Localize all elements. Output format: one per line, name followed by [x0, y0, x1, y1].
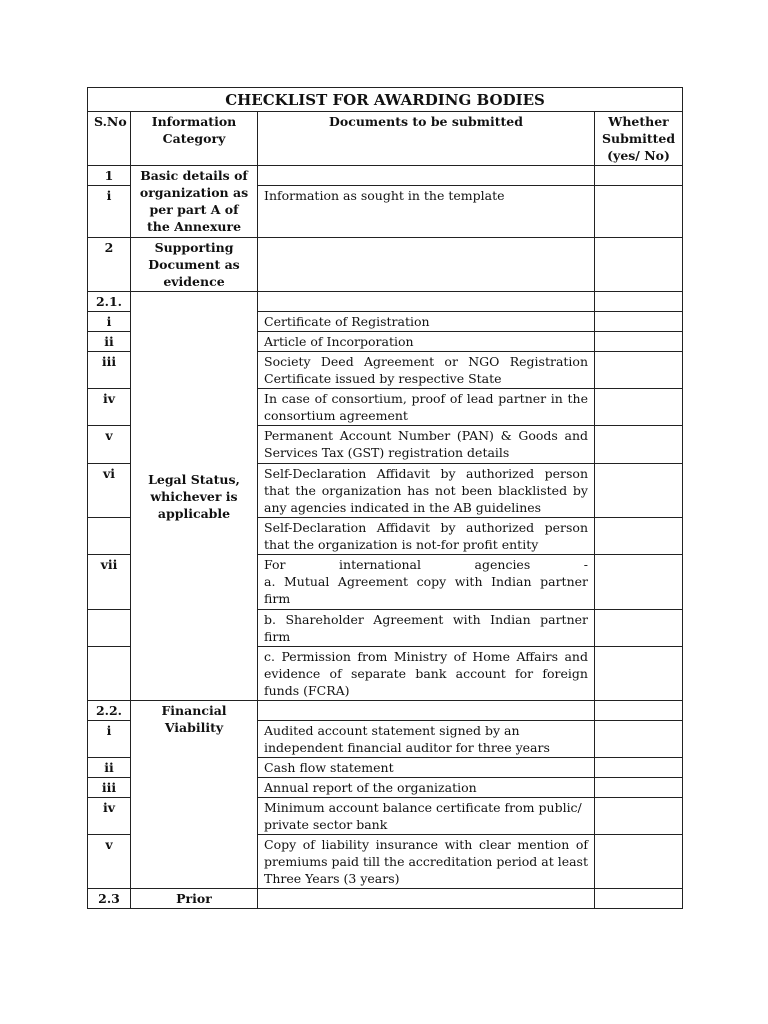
- submitted-cell: [595, 610, 683, 647]
- sno-cell: v: [88, 835, 131, 889]
- table-row: [88, 889, 683, 909]
- sno-cell: [88, 610, 131, 647]
- checklist-document: [87, 87, 682, 909]
- sno-cell: vii: [88, 555, 131, 610]
- submitted-cell: [595, 186, 683, 238]
- submitted-cell: [595, 518, 683, 555]
- sno-cell: ii: [88, 332, 131, 352]
- document-cell: [258, 555, 595, 610]
- sno-cell: 1: [88, 166, 131, 186]
- header-documents: Documents to be submitted: [258, 112, 595, 166]
- header-sno: S.No: [88, 112, 131, 166]
- submitted-cell: [595, 389, 683, 426]
- sno-cell: i: [88, 721, 131, 758]
- submitted-cell: [595, 238, 683, 292]
- table-row: [88, 292, 683, 312]
- sno-cell: iii: [88, 778, 131, 798]
- table-title: CHECKLIST FOR AWARDING BODIES: [88, 88, 683, 112]
- sno-cell: ii: [88, 758, 131, 778]
- sno-cell: vi: [88, 464, 131, 518]
- category-cell: Supporting Document as evidence: [131, 238, 258, 292]
- sno-cell: i: [88, 312, 131, 332]
- header-submitted: Whether Submitted (yes/ No): [595, 112, 683, 166]
- submitted-cell: [595, 464, 683, 518]
- submitted-cell: [595, 332, 683, 352]
- header-category: Information Category: [131, 112, 258, 166]
- document-cell: [258, 292, 595, 312]
- submitted-cell: [595, 647, 683, 701]
- document-cell: [258, 701, 595, 721]
- sno-cell: 2.1.: [88, 292, 131, 312]
- sno-cell: iv: [88, 798, 131, 835]
- category-cell: Financial Viability: [131, 701, 258, 889]
- category-cell: Prior: [131, 889, 258, 909]
- sno-cell: v: [88, 426, 131, 464]
- document-cell: Society Deed Agreement or NGO Registration Certificate issued by respective State: [258, 352, 595, 389]
- document-cell: [258, 166, 595, 186]
- document-line: a. Mutual Agreement copy with Indian partner firm: [264, 574, 588, 606]
- table-row: [88, 166, 683, 186]
- submitted-cell: [595, 555, 683, 610]
- document-cell: Annual report of the organization: [258, 778, 595, 798]
- submitted-cell: [595, 758, 683, 778]
- document-line: For international agencies -: [264, 557, 588, 572]
- category-cell: Basic details of organization as per part A of the Annexure: [131, 166, 258, 238]
- sno-cell: 2.2.: [88, 701, 131, 721]
- document-cell: Audited account statement signed by an independent financial auditor for three years: [258, 721, 595, 758]
- header-row: [88, 112, 683, 166]
- sno-cell: iv: [88, 389, 131, 426]
- table-row: [88, 701, 683, 721]
- submitted-cell: [595, 292, 683, 312]
- category-cell: Legal Status, whichever is applicable: [131, 292, 258, 701]
- document-cell: c. Permission from Ministry of Home Affairs and evidence of separate bank account for foreign funds (FCRA): [258, 647, 595, 701]
- submitted-cell: [595, 166, 683, 186]
- submitted-cell: [595, 798, 683, 835]
- sno-cell: 2.3: [88, 889, 131, 909]
- document-cell: Information as sought in the template: [258, 186, 595, 238]
- submitted-cell: [595, 721, 683, 758]
- table-row: [88, 238, 683, 292]
- submitted-cell: [595, 889, 683, 909]
- sno-cell: [88, 518, 131, 555]
- sno-cell: 2: [88, 238, 131, 292]
- sno-cell: i: [88, 186, 131, 238]
- submitted-cell: [595, 778, 683, 798]
- document-cell: Copy of liability insurance with clear mention of premiums paid till the accreditation period at least Three Years (3 years): [258, 835, 595, 889]
- document-cell: Cash flow statement: [258, 758, 595, 778]
- document-cell: Self-Declaration Affidavit by authorized person that the organization has not been blacklisted by any agencies indicated in the AB guidelines: [258, 464, 595, 518]
- submitted-cell: [595, 426, 683, 464]
- document-cell: [258, 238, 595, 292]
- document-cell: Self-Declaration Affidavit by authorized person that the organization is not-for profit entity: [258, 518, 595, 555]
- sno-cell: [88, 647, 131, 701]
- submitted-cell: [595, 701, 683, 721]
- checklist-table: [87, 87, 683, 909]
- document-cell: [258, 889, 595, 909]
- document-cell: Article of Incorporation: [258, 332, 595, 352]
- document-cell: Minimum account balance certificate from public/ private sector bank: [258, 798, 595, 835]
- submitted-cell: [595, 835, 683, 889]
- title-row: [88, 88, 683, 112]
- sno-cell: iii: [88, 352, 131, 389]
- document-cell: Permanent Account Number (PAN) & Goods and Services Tax (GST) registration details: [258, 426, 595, 464]
- document-cell: b. Shareholder Agreement with Indian partner firm: [258, 610, 595, 647]
- submitted-cell: [595, 312, 683, 332]
- submitted-cell: [595, 352, 683, 389]
- document-cell: Certificate of Registration: [258, 312, 595, 332]
- document-cell: In case of consortium, proof of lead partner in the consortium agreement: [258, 389, 595, 426]
